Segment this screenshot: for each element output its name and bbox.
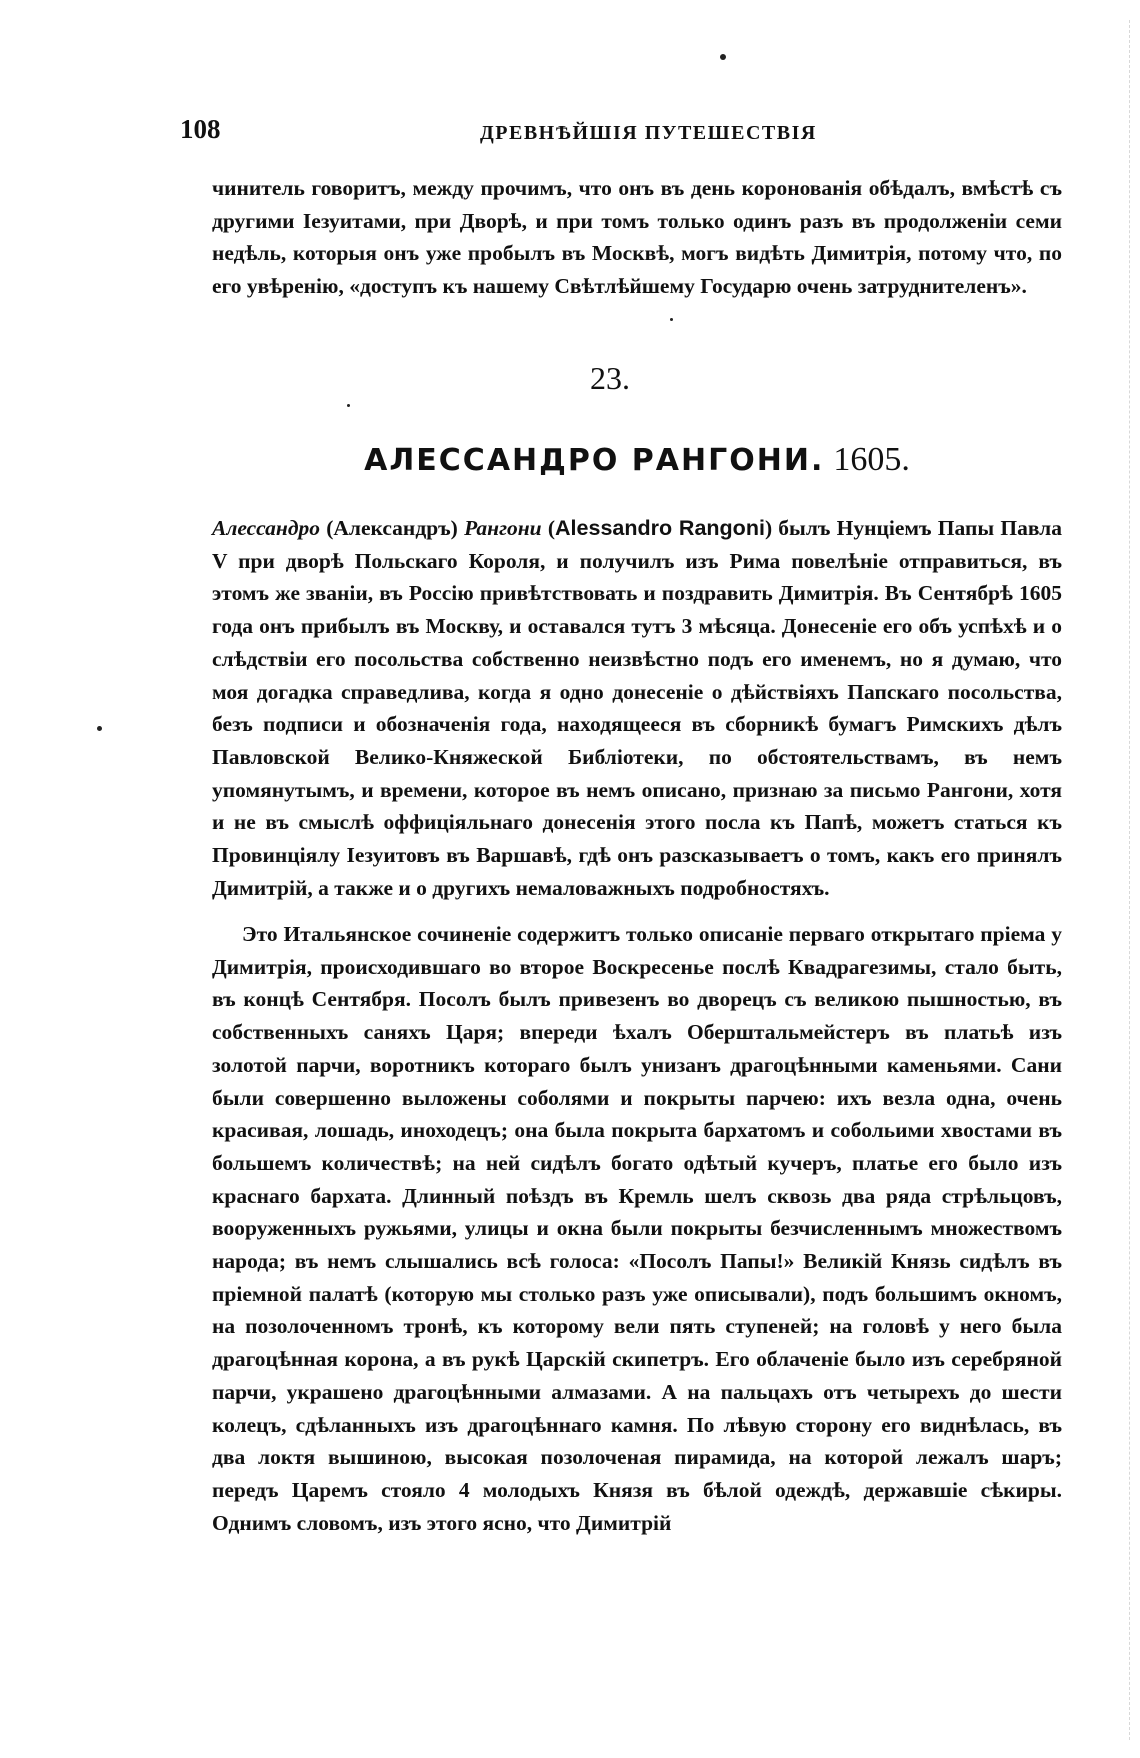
ink-speck — [347, 404, 350, 407]
running-header — [180, 110, 1080, 150]
section-title-name: АЛЕССАНДРО РАНГОНИ. — [364, 443, 825, 478]
text-run: ( — [541, 516, 556, 540]
paragraph-intro — [212, 512, 1062, 904]
italic-name: Рангони — [464, 516, 542, 540]
ink-speck — [670, 318, 673, 321]
section-number: 23. — [590, 360, 630, 396]
section-title-year: 1605. — [833, 441, 910, 478]
section-title — [212, 436, 1062, 483]
running-title: ДРЕВНѢЙШІЯ ПУТЕШЕСТВІЯ — [480, 122, 817, 144]
latin-name: Alessandro Rangoni — [555, 516, 765, 540]
paragraph-description: Это Итальянское сочиненіе содержитъ только описаніе перваго открытаго пріема у Димитрія, происходившаго во второе Воскресенье послѣ Квадрагезимы, стало быть, въ концѣ Сентября. Посолъ былъ привезенъ во дворецъ съ великою пышностью, въ собственныхъ саняхъ Царя; впереди ѣхалъ Оберштальмейстеръ въ платьѣ изъ золотой парчи, воротникъ котораго былъ унизанъ драгоцѣнными каменьями. Сани были совершенно выложены соболями и покрыты парчею: ихъ везла одна, очень красивая, лошадь, иноходецъ; она была покрыта бархатомъ и собольими хвостами въ большемъ количествѣ; на ней сидѣлъ богато одѣтый кучеръ, платье его было изъ краснаго бархата. Длинный поѣздъ въ Кремль шелъ сквозь два ряда стрѣльцовъ, вооруженныхъ ружьями, улицы и окна были покрыты безчисленнымъ множествомъ народа; въ немъ слышались всѣ голоса: «Посолъ Папы!» Великій Князь сидѣлъ въ пріемной палатѣ (которую мы столько разъ уже описывали), подъ большимъ окномъ, на позолоченномъ тронѣ, къ которому вели пять ступеней; на головѣ у него была драгоцѣнная корона, а въ рукѣ Царскій скипетръ. Его облаченіе было изъ серебряной парчи, украшено драгоцѣнными алмазами. А на пальцахъ отъ четырехъ до шести колецъ, сдѣланныхъ изъ драгоцѣннаго камня. По лѣвую сторону его виднѣлась, въ два локтя вышиною, высокая позолоченая пирамида, на которой лежалъ шаръ; передъ Царемъ стояло 4 молодыхъ Князя въ бѣлой одеждѣ, державшіе сѣкиры. Однимъ словомъ, изъ этого ясно, что Димитрій — [212, 922, 1062, 1535]
ink-speck — [720, 54, 726, 60]
italic-name: Алессандро — [212, 516, 321, 540]
page-number: 108 — [180, 114, 221, 144]
text-run: ) былъ Нунціемъ Папы Павла V при дворѣ Польскаго Короля, и получилъ изъ Рима повелѣніе отправиться, въ этомъ же званіи, въ Россію привѣтствовать и поздравить Димитрія. Въ Сентябрѣ 1605 года онъ прибылъ въ Москву, и оставался тутъ 3 мѣсяца. Донесеніе его объ успѣхѣ и о слѣдствіи его посольства собственно неизвѣстно подъ его именемъ, но я думаю, что моя догадка справедлива, когда я одно донесеніе о дѣйствіяхъ Папскаго посольства, безъ подписи и обозначенія года, находящееся въ сборникѣ бумагъ Римскихъ дѣлъ Павловской Велико-Княжеской Библіотеки, по обстоятельствамъ, въ немъ упомянутымъ, и времени, которое въ немъ описано, признаю за письмо Рангони, хотя и не въ смыслѣ оффиціяльнаго донесенія этого посла къ Папѣ, можетъ статься къ Провинціялу Іезуитовъ въ Варшавѣ, гдѣ онъ разсказываетъ о томъ, какъ его принялъ Димитрій, а также и о другихъ немаловажныхъ подробностяхъ. — [212, 516, 1062, 900]
page-edge-line — [1128, 20, 1130, 1740]
ink-speck — [97, 726, 102, 731]
paragraph-continued: чинитель говоритъ, между прочимъ, что онъ въ день коронованія обѣдалъ, вмѣстѣ съ другими Іезуитами, при Дворѣ, и при томъ только одинъ разъ въ продолженіи семи недѣль, которыя онъ уже пробылъ въ Москвѣ, могъ видѣть Димитрія, потому что, по его увѣренію, «доступъ къ нашему Свѣтлѣйшему Государю очень затруднителенъ». — [212, 176, 1062, 299]
text-run: (Александръ) — [320, 516, 465, 540]
